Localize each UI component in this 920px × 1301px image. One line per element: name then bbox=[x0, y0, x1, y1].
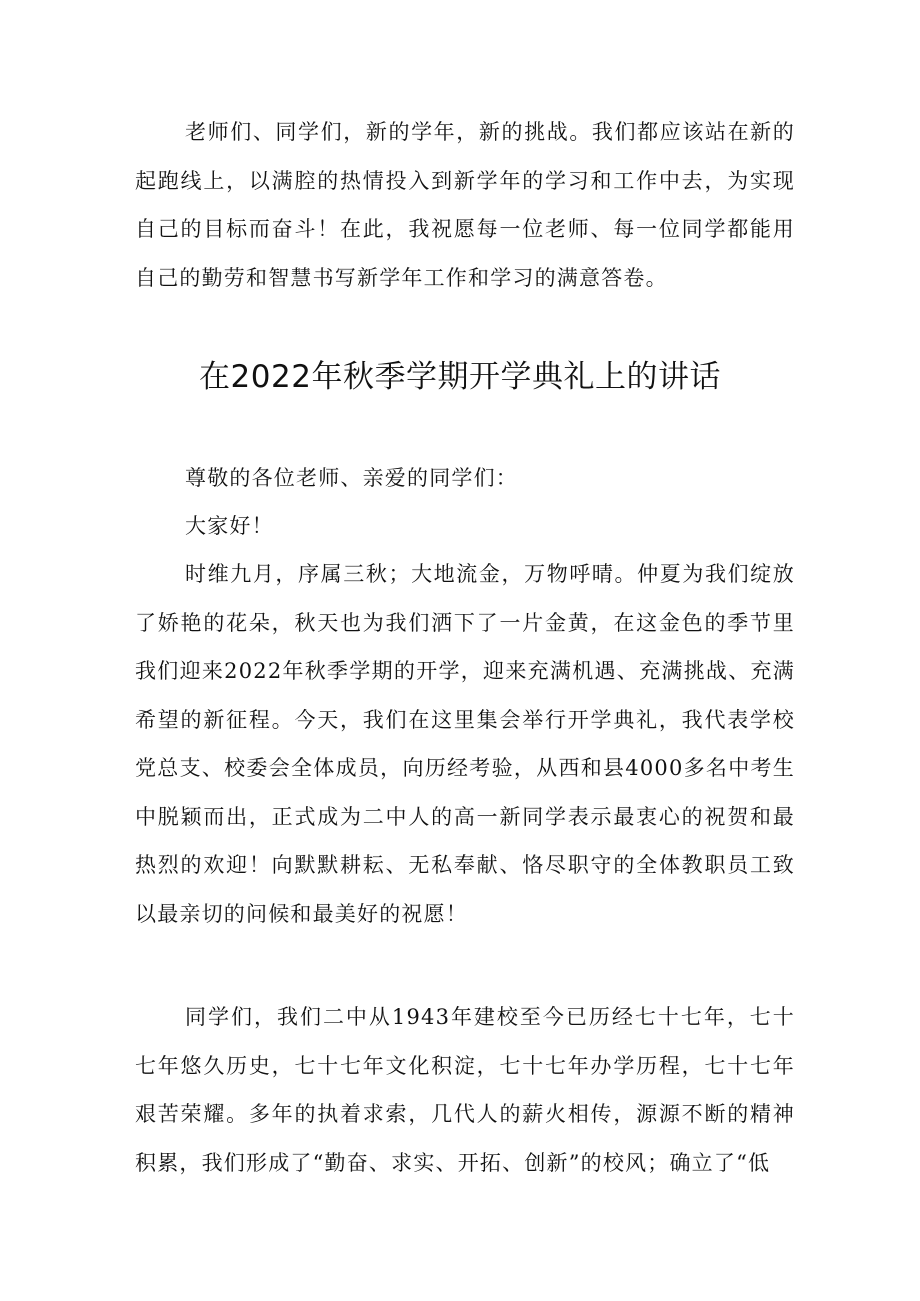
salutation: 尊敬的各位老师、亲爱的同学们： bbox=[185, 466, 518, 490]
paragraph-school-history: 同学们，我们二中从1943年建校至今已历经七十七年，七十七年悠久历史，七十七年文化积淀，七十七年办学历程，七十七年艰苦荣耀。多年的执着求索，几代人的薪火相传，源源不断的精神积累，我们形成了“勤奋、求实、开拓、创新”的校风；确立了“低 bbox=[135, 1005, 795, 1175]
paragraph-closing-wishes: 老师们、同学们，新的学年，新的挑战。我们都应该站在新的起跑线上，以满腔的热情投入到新学年的学习和工作中去，为实现自己的目标而奋斗！在此，我祝愿每一位老师、每一位同学都能用自己的勤劳和智慧书写新学年工作和学习的满意答卷。 bbox=[135, 120, 795, 290]
speech-title: 在2022年秋季学期开学典礼上的讲话 bbox=[199, 359, 721, 395]
paragraph-opening: 时维九月，序属三秋；大地流金，万物呼晴。仲夏为我们绽放了娇艳的花朵，秋天也为我们洒下了一片金黄，在这金色的季节里我们迎来2022年秋季学期的开学，迎来充满机遇、充满挑战、充满希望的新征程。今天，我们在这里集会举行开学典礼，我代表学校党总支、校委会全体成员，向历经考验，从西和县4000多名中考生中脱颖而出，正式成为二中人的高一新同学表示最衷心的祝贺和最热烈的欢迎！向默默耕耘、无私奉献、恪尽职守的全体教职员工致以最亲切的问候和最美好的祝愿！ bbox=[135, 562, 795, 926]
hello-line: 大家好！ bbox=[185, 514, 274, 538]
